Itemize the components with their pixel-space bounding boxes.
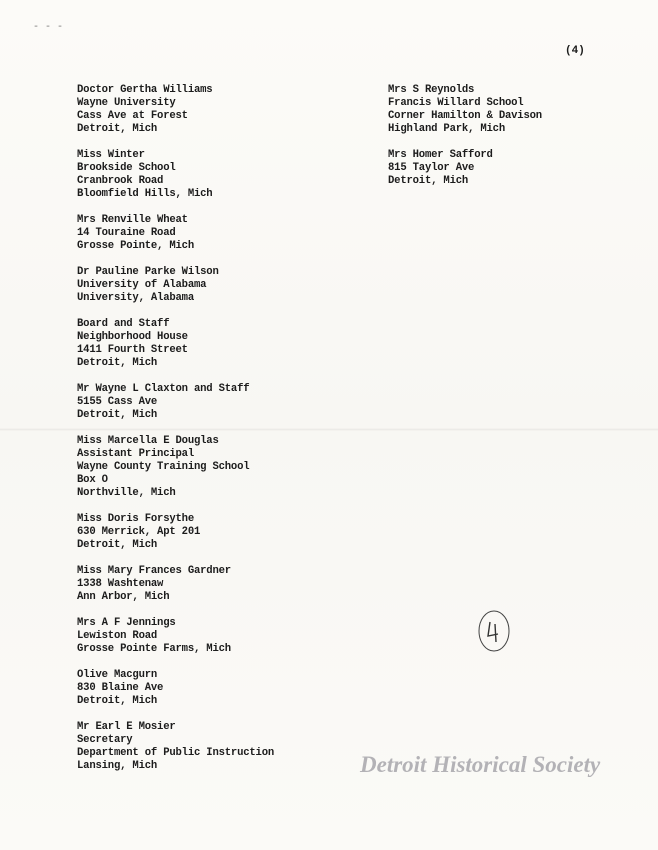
address-line: Miss Winter [77, 149, 145, 161]
address-line: Cranbrook Road [77, 175, 164, 187]
address-block [388, 84, 542, 136]
address-line: 1411 Fourth Street [77, 344, 188, 356]
address-block [388, 149, 542, 188]
address-block [77, 149, 274, 201]
address-line: Lansing, Mich [77, 760, 158, 772]
address-block [77, 565, 274, 604]
address-line: Mrs A F Jennings [77, 617, 176, 629]
address-line: University, Alabama [77, 292, 194, 304]
address-line: Secretary [77, 734, 133, 746]
watermark: Detroit Historical Society [360, 752, 601, 777]
corner-marks: - - - [33, 22, 64, 33]
address-line: Mrs Renville Wheat [77, 214, 188, 226]
address-line: Mr Earl E Mosier [77, 721, 176, 733]
address-line: Mrs Homer Safford [388, 149, 493, 161]
handwritten-circled-mark [474, 608, 514, 654]
address-block [77, 383, 274, 422]
address-line: Francis Willard School [388, 97, 524, 109]
address-line: Doctor Gertha Williams [77, 84, 213, 96]
address-list-right [388, 84, 542, 201]
address-block [77, 84, 274, 136]
address-line: Cass Ave at Forest [77, 110, 188, 122]
address-line: Dr Pauline Parke Wilson [77, 266, 219, 278]
address-line: Mrs S Reynolds [388, 84, 475, 96]
address-line: 830 Blaine Ave [77, 682, 164, 694]
address-list-left [77, 84, 274, 786]
address-line: Grosse Pointe, Mich [77, 240, 194, 252]
address-line: Highland Park, Mich [388, 123, 505, 135]
address-block [77, 617, 274, 656]
address-block [77, 669, 274, 708]
address-line: University of Alabama [77, 279, 207, 291]
address-block [77, 435, 274, 500]
address-line: Bloomfield Hills, Mich [77, 188, 213, 200]
address-line: Detroit, Mich [77, 539, 158, 551]
address-line: Assistant Principal [77, 448, 194, 460]
address-line: 1338 Washtenaw [77, 578, 164, 590]
address-line: Northville, Mich [77, 487, 176, 499]
address-line: Grosse Pointe Farms, Mich [77, 643, 231, 655]
address-line: Board and Staff [77, 318, 170, 330]
address-line: 14 Touraine Road [77, 227, 176, 239]
address-line: 5155 Cass Ave [77, 396, 158, 408]
address-line: Ann Arbor, Mich [77, 591, 170, 603]
address-line: Brookside School [77, 162, 176, 174]
address-line: Detroit, Mich [77, 695, 158, 707]
address-line: Detroit, Mich [77, 123, 158, 135]
address-block [77, 318, 274, 370]
address-line: Miss Marcella E Douglas [77, 435, 219, 447]
address-line: Corner Hamilton & Davison [388, 110, 542, 122]
address-line: Detroit, Mich [77, 357, 158, 369]
address-block [77, 266, 274, 305]
page-number: (4) [565, 45, 585, 57]
address-line: Miss Doris Forsythe [77, 513, 194, 525]
address-line: Lewiston Road [77, 630, 158, 642]
address-line: Box O [77, 474, 108, 486]
address-line: Mr Wayne L Claxton and Staff [77, 383, 250, 395]
address-line: Detroit, Mich [388, 175, 469, 187]
address-line: Miss Mary Frances Gardner [77, 565, 231, 577]
address-line: 630 Merrick, Apt 201 [77, 526, 201, 538]
address-line: Department of Public Instruction [77, 747, 275, 759]
address-block [77, 721, 274, 773]
address-block [77, 513, 274, 552]
address-line: Wayne University [77, 97, 176, 109]
address-block [77, 214, 274, 253]
address-line: 815 Taylor Ave [388, 162, 475, 174]
address-line: Detroit, Mich [77, 409, 158, 421]
address-line: Neighborhood House [77, 331, 188, 343]
address-line: Wayne County Training School [77, 461, 250, 473]
address-line: Olive Macgurn [77, 669, 158, 681]
